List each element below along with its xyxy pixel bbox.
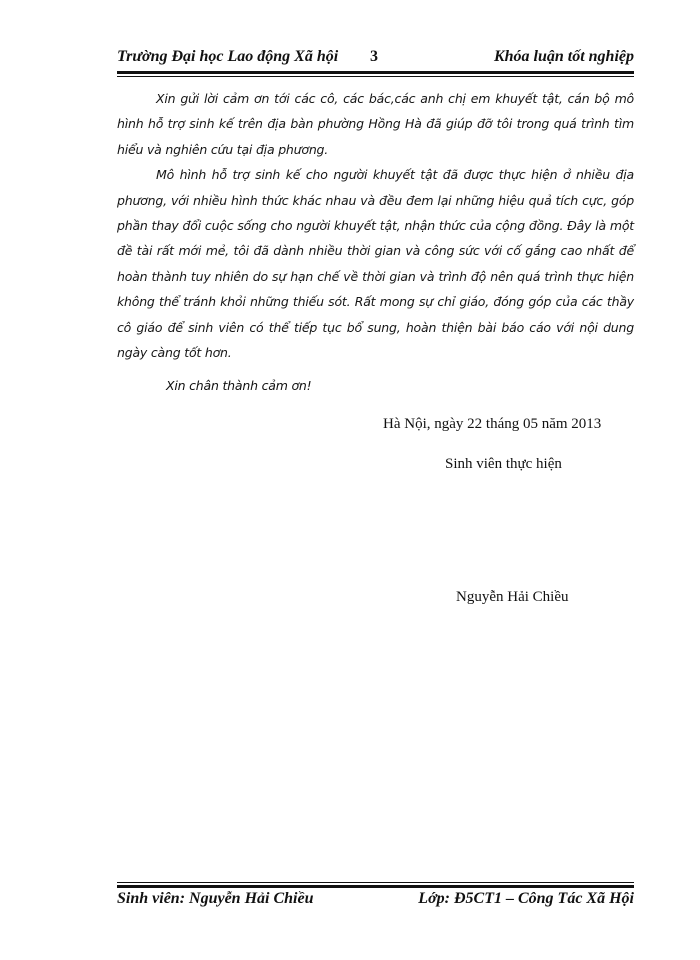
paragraph-model: Mô hình hỗ trợ sinh kế cho người khuyết tật đã được thực hiện ở nhiều địa phương, với nhiều hình thức khác nhau và đều đem lại những hiệu quả tích cực, góp phần thay đổi cuộc sống cho người khuyết tật, nhận thức của cộng đồng. Đây là một đề tài rất mới mẻ, tôi đã dành nhiều thời gian và công sức với cố gắng cao nhất để hoàn thành tuy nhiên do sự hạn chế về thời gian và trình độ nên quá trình thực hiện không thể tránh khỏi những thiếu sót. Rất mong sự chỉ giáo, đóng góp của các thầy cô giáo để sinh viên có thể tiếp tục bổ sung, hoàn thiện bài báo cáo với nội dung ngày càng tốt hơn. [117, 167, 634, 361]
header-thesis-label: Khóa luận tốt nghiệp [493, 48, 634, 65]
footer-class-info: Lớp: Đ5CT1 – Công Tác Xã Hội [418, 890, 634, 907]
footer-student: Sinh viên: Nguyễn Hải Chiều [117, 890, 314, 907]
body-text [117, 86, 634, 365]
header-school-name: Trường Đại học Lao động Xã hội [117, 48, 339, 65]
footer-rule-thick [117, 885, 634, 888]
page-footer [117, 890, 634, 912]
signature-name: Nguyễn Hải Chiều [456, 589, 569, 605]
signature-date: Hà Nội, ngày 22 tháng 05 năm 2013 [383, 416, 602, 432]
footer-rule-thin [117, 882, 634, 883]
paragraph-thanks: Xin gửi lời cảm ơn tới các cô, các bác,các anh chị em khuyết tật, cán bộ mô hình hỗ trợ sinh kế trên địa bàn phường Hồng Hà đã giúp đỡ tôi trong quá trình tìm hiểu và nghiên cứu tại địa phương. [117, 91, 634, 157]
header-page-number: 3 [370, 48, 378, 65]
header-rule-thin [117, 76, 634, 77]
signature-role: Sinh viên thực hiện [445, 456, 562, 472]
closing-line: Xin chân thành cảm ơn! [166, 378, 312, 393]
header-rule-thick [117, 71, 634, 74]
page-header [117, 48, 634, 70]
